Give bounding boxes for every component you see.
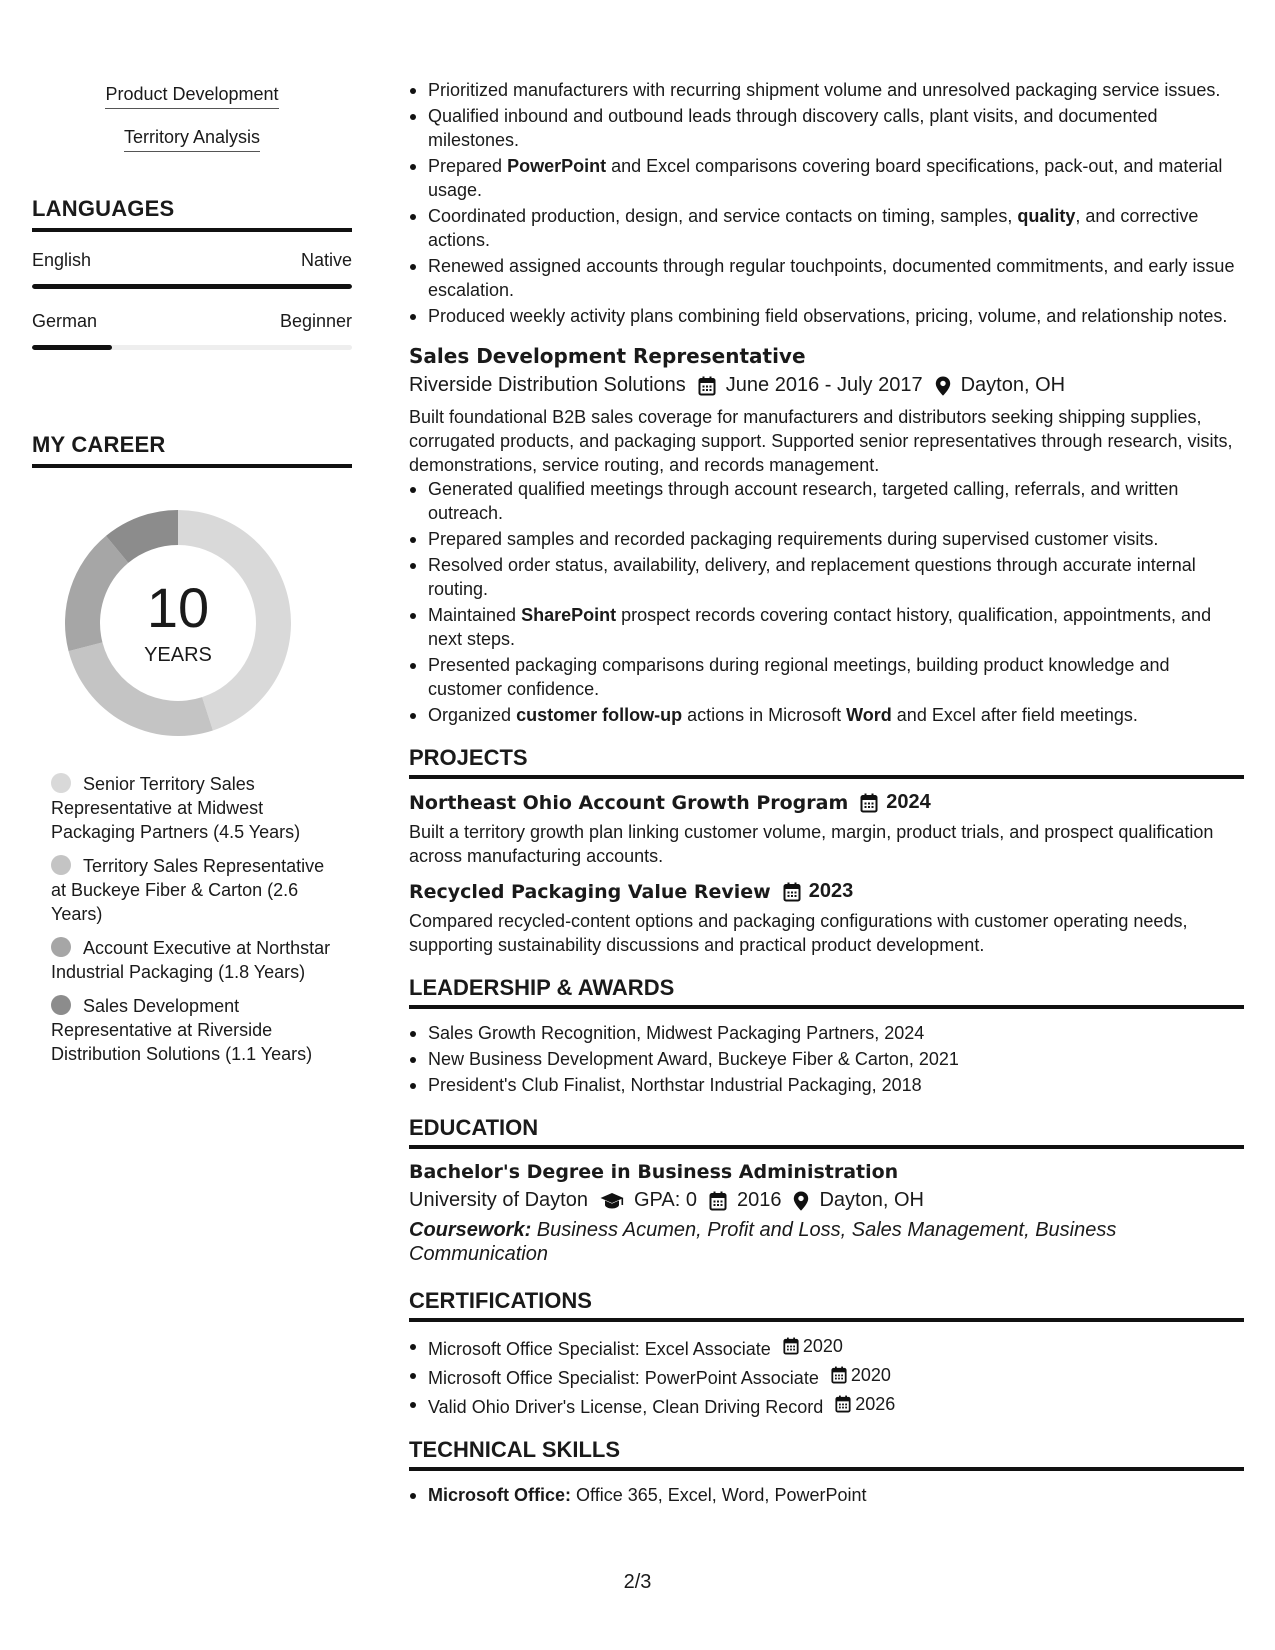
bullet-item: Renewed assigned accounts through regular touchpoints, documented commitments, and early issue escalation. [409, 254, 1244, 302]
award-item: Sales Growth Recognition, Midwest Packaging Partners, 2024 [409, 1021, 1244, 1045]
awards-heading: LEADERSHIP & AWARDS [409, 975, 1244, 1009]
technical-skill-value: Office 365, Excel, Word, PowerPoint [571, 1485, 867, 1505]
project-entry [409, 880, 1244, 957]
technical-skill-item [409, 1483, 1244, 1507]
language-item [32, 311, 352, 350]
certification-year: 2020 [850, 1365, 891, 1385]
certification-year: 2020 [802, 1336, 843, 1356]
certification-year: 2026 [855, 1394, 896, 1414]
job-dates: June 2016 - July 2017 [725, 374, 923, 396]
bullet-item: Resolved order status, availability, delivery, and replacement questions through accurate internal routing. [409, 553, 1244, 601]
coursework [409, 1218, 1244, 1266]
project-entry [409, 791, 1244, 868]
bullet-item: Qualified inbound and outbound leads through discovery calls, plant visits, and documented milestones. [409, 104, 1244, 152]
career-legend-text: Territory Sales Representative at Buckeye Fiber & Carton (2.6 Years) [51, 856, 325, 924]
legend-dot [51, 937, 71, 957]
job-company: Riverside Distribution Solutions [409, 374, 686, 396]
certification-item [409, 1363, 1244, 1390]
bullet-item: Organized customer follow-up actions in Microsoft Word and Excel after field meetings. [409, 703, 1244, 727]
project-title: Recycled Packaging Value Review [409, 880, 771, 903]
location-pin-icon [793, 1191, 809, 1211]
bullet-item: Generated qualified meetings through account research, targeted calling, referrals, and written outreach. [409, 477, 1244, 525]
previous-job-bullets [409, 78, 1244, 328]
technical-skills-heading: TECHNICAL SKILLS [409, 1437, 1244, 1471]
project-description: Compared recycled-content options and packaging configurations with customer operating needs, supporting sustainability discussions and practical product development. [409, 911, 1188, 955]
job-location: Dayton, OH [960, 374, 1066, 396]
project-year: 2023 [808, 880, 854, 902]
career-total-years: 10 [146, 575, 210, 639]
language-level: Native [300, 250, 352, 270]
career-legend-item [51, 994, 341, 1066]
calendar-icon [783, 882, 801, 902]
awards-list [409, 1021, 1244, 1097]
award-item: New Business Development Award, Buckeye Fiber & Carton, 2021 [409, 1047, 1244, 1071]
career-section [32, 432, 352, 1066]
certification-name: Microsoft Office Specialist: PowerPoint Associate [428, 1368, 819, 1388]
sidebar [32, 84, 352, 1076]
career-legend [51, 772, 341, 1066]
calendar-icon [709, 1191, 727, 1211]
graduation-cap-icon [600, 1192, 624, 1210]
calendar-icon [698, 376, 716, 396]
technical-skills-list [409, 1483, 1244, 1507]
languages-section [32, 196, 352, 350]
degree-title: Bachelor's Degree in Business Administration [409, 1161, 899, 1183]
calendar-icon [835, 1395, 851, 1413]
language-name: English [32, 250, 92, 270]
skill-tags [32, 84, 352, 170]
certification-name: Valid Ohio Driver's License, Clean Driving Record [428, 1397, 824, 1417]
language-proficiency-fill [32, 284, 352, 289]
education-meta [409, 1189, 1244, 1212]
calendar-icon [831, 1366, 847, 1384]
project-year: 2024 [886, 791, 931, 813]
certifications-list [409, 1334, 1244, 1419]
bullet-item: Maintained SharePoint prospect records covering contact history, qualification, appointments, and next steps. [409, 603, 1244, 651]
bullet-item: Coordinated production, design, and service contacts on timing, samples, quality, and corrective actions. [409, 204, 1244, 252]
legend-dot [51, 995, 71, 1015]
bullet-item: Presented packaging comparisons during regional meetings, building product knowledge and customer confidence. [409, 653, 1244, 701]
certification-name: Microsoft Office Specialist: Excel Associate [428, 1339, 771, 1359]
coursework-label: Coursework: [409, 1219, 532, 1241]
page-number: 2/3 [623, 1571, 652, 1593]
education-heading: EDUCATION [409, 1115, 1244, 1149]
school-name: University of Dayton [409, 1189, 588, 1211]
gpa: GPA: 0 [633, 1189, 697, 1211]
project-description: Built a territory growth plan linking customer volume, margin, product trials, and prospect qualification across manufacturing accounts. [409, 822, 1214, 866]
calendar-icon [783, 1337, 799, 1355]
certification-item [409, 1392, 1244, 1419]
bullet-item: Produced weekly activity plans combining field observations, pricing, volume, and relationship notes. [409, 304, 1244, 328]
career-legend-text: Account Executive at Northstar Industrial Packaging (1.8 Years) [51, 938, 331, 982]
coursework-list: Business Acumen, Profit and Loss, Sales Management, Business Communication [409, 1219, 1117, 1265]
location-pin-icon [935, 376, 951, 396]
language-level: Beginner [279, 311, 352, 331]
language-proficiency-bar [32, 284, 352, 289]
bullet-item: Prepared PowerPoint and Excel comparisons covering board specifications, pack-out, and material usage. [409, 154, 1244, 202]
certification-item [409, 1334, 1244, 1361]
language-proficiency-fill [32, 345, 112, 350]
project-title: Northeast Ohio Account Growth Program [409, 791, 849, 814]
job-summary: Built foundational B2B sales coverage for manufacturers and distributors seeking shipping supplies, corrugated products, and packaging support. Supported senior representatives through research, visits, demonstrations, service routing, and records management. [409, 407, 1233, 475]
career-donut-chart [65, 510, 291, 736]
award-item: President's Club Finalist, Northstar Industrial Packaging, 2018 [409, 1073, 1244, 1097]
school-location: Dayton, OH [819, 1189, 924, 1211]
language-name: German [32, 311, 98, 331]
job-bullets [409, 477, 1244, 727]
career-legend-text: Sales Development Representative at Riverside Distribution Solutions (1.1 Years) [51, 996, 313, 1064]
language-item [32, 250, 352, 289]
language-proficiency-bar [32, 345, 352, 350]
calendar-icon [860, 793, 878, 813]
legend-dot [51, 855, 71, 875]
job-meta [409, 374, 1244, 397]
career-heading: MY CAREER [32, 432, 352, 468]
bullet-item: Prepared samples and recorded packaging requirements during supervised customer visits. [409, 527, 1244, 551]
career-total-unit: YEARS [144, 643, 212, 666]
legend-dot [51, 773, 71, 793]
graduation-year: 2016 [736, 1189, 782, 1211]
job-entry [409, 344, 1244, 727]
technical-skill-label: Microsoft Office: [428, 1485, 572, 1505]
bullet-item: Prioritized manufacturers with recurring shipment volume and unresolved packaging service issues. [409, 78, 1244, 102]
skill-tag: Territory Analysis [124, 127, 260, 152]
job-title: Sales Development Representative [409, 344, 806, 368]
career-legend-item [51, 854, 341, 926]
languages-heading: LANGUAGES [32, 196, 352, 232]
career-legend-text: Senior Territory Sales Representative at Midwest Packaging Partners (4.5 Years) [51, 774, 301, 842]
projects-heading: PROJECTS [409, 745, 1244, 779]
career-legend-item [51, 772, 341, 844]
certifications-heading: CERTIFICATIONS [409, 1288, 1244, 1322]
skill-tag: Product Development [105, 84, 278, 109]
career-legend-item [51, 936, 341, 984]
main-content [409, 78, 1244, 1509]
